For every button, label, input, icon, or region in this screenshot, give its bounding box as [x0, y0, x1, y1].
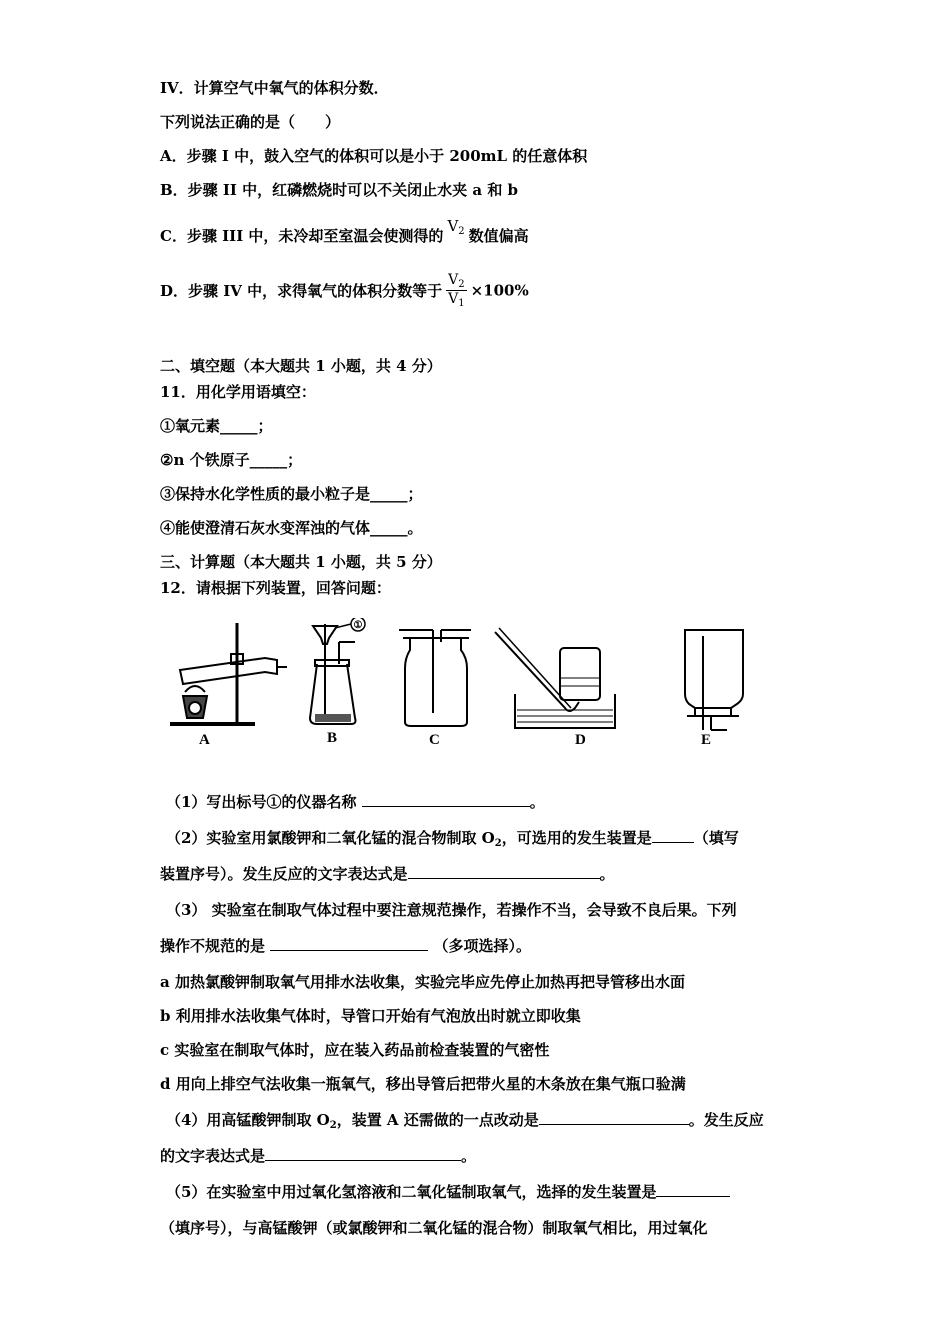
q12-part-4-cont: 的文字表达式是 。	[160, 1147, 477, 1165]
apparatus-d	[495, 628, 615, 728]
section-3-title: 三、计算题（本大题共 1 小题，共 5 分）	[160, 553, 442, 571]
v2-symbol: $V_2$	[447, 217, 465, 237]
q12-part-2: （2）实验室用氯酸钾和二氧化锰的混合物制取 $O_2$，可选用的发生装置是 （填写	[166, 829, 739, 849]
choice-c: c 实验室在制取气体时，应在装入药品前检查装置的气密性	[160, 1041, 550, 1059]
choice-d: d 用向上排空气法收集一瓶氧气，移出导管后把带火星的木条放在集气瓶口验满	[160, 1075, 686, 1093]
label-c: C	[429, 732, 440, 748]
marker-1: ①	[353, 620, 363, 631]
option-c-suffix: 数值偏高	[468, 227, 529, 245]
apparatus-e	[685, 630, 743, 730]
q11-item-1: ①氧元素_____；	[160, 417, 273, 435]
answer-blank[interactable]	[539, 1110, 689, 1125]
q12-part-4: （4）用高锰酸钾制取 $O_2$，装置 A 还需做的一点改动是 。发生反应	[166, 1111, 764, 1131]
option-d-suffix: ×100%	[470, 281, 529, 300]
option-a: A．步骤 I 中，鼓入空气的体积可以是小于 200mL 的任意体积	[160, 147, 588, 165]
q11-item-2: ②n 个铁原子_____；	[160, 451, 303, 469]
answer-blank[interactable]	[656, 1182, 730, 1197]
step-4-text: IV．计算空气中氧气的体积分数．	[160, 79, 389, 97]
apparatus-figure	[165, 618, 755, 748]
choice-b: b 利用排水法收集气体时，导管口开始有气泡放出时就立即收集	[160, 1007, 581, 1025]
choice-a: a 加热氯酸钾制取氧气用排水法收集，实验完毕应先停止加热再把导管移出水面	[160, 973, 685, 991]
option-d-text: D．步骤 IV 中，求得氧气的体积分数等于	[160, 282, 443, 300]
label-b: B	[327, 730, 338, 746]
q11-item-4: ④能使澄清石灰水变浑浊的气体_____。	[160, 519, 423, 537]
label-e: E	[701, 732, 712, 748]
question-11: 11．用化学用语填空：	[160, 383, 316, 401]
q12-part-1: （1）写出标号①的仪器名称 。	[166, 793, 545, 811]
q12-part-5: （5）在实验室中用过氧化氢溶液和二氧化锰制取氧气，选择的发生装置是	[166, 1182, 730, 1202]
q12-part-5-cont: （填序号），与高锰酸钾（或氯酸钾和二氧化锰的混合物）制取氧气相比，用过氧化	[160, 1219, 708, 1237]
option-c-text: C．步骤 III 中，未冷却至室温会使测得的	[160, 227, 444, 245]
question-12: 12．请根据下列装置，回答问题：	[160, 579, 391, 597]
answer-blank[interactable]	[270, 936, 428, 951]
answer-blank[interactable]	[652, 828, 694, 843]
q11-item-3: ③保持水化学性质的最小粒子是_____；	[160, 485, 423, 503]
q12-part-3-cont: 操作不规范的是 （多项选择）。	[160, 937, 531, 955]
answer-blank[interactable]	[265, 1146, 461, 1161]
q12-part-3: （3） 实验室在制取气体过程中要注意规范操作，若操作不当，会导致不良后果。下列	[166, 901, 737, 919]
question-stem: 下列说法正确的是（ ）	[160, 113, 341, 131]
option-b: B．步骤 II 中，红磷燃烧时可以不关闭止水夹 a 和 b	[160, 181, 519, 199]
label-a: A	[199, 732, 210, 748]
q12-part-2-cont: 装置序号）。发生反应的文字表达式是 。	[160, 865, 615, 883]
option-c	[160, 217, 529, 252]
apparatus-a	[170, 623, 287, 724]
option-d	[160, 272, 529, 309]
apparatus-c	[399, 630, 471, 726]
answer-blank[interactable]	[408, 864, 600, 879]
volume-fraction: $\frac{V_2}{V_1}$	[448, 272, 465, 309]
apparatus-b	[310, 618, 365, 724]
section-2-title: 二、填空题（本大题共 1 小题，共 4 分）	[160, 357, 442, 375]
label-d: D	[575, 732, 586, 748]
answer-blank[interactable]	[362, 792, 530, 807]
